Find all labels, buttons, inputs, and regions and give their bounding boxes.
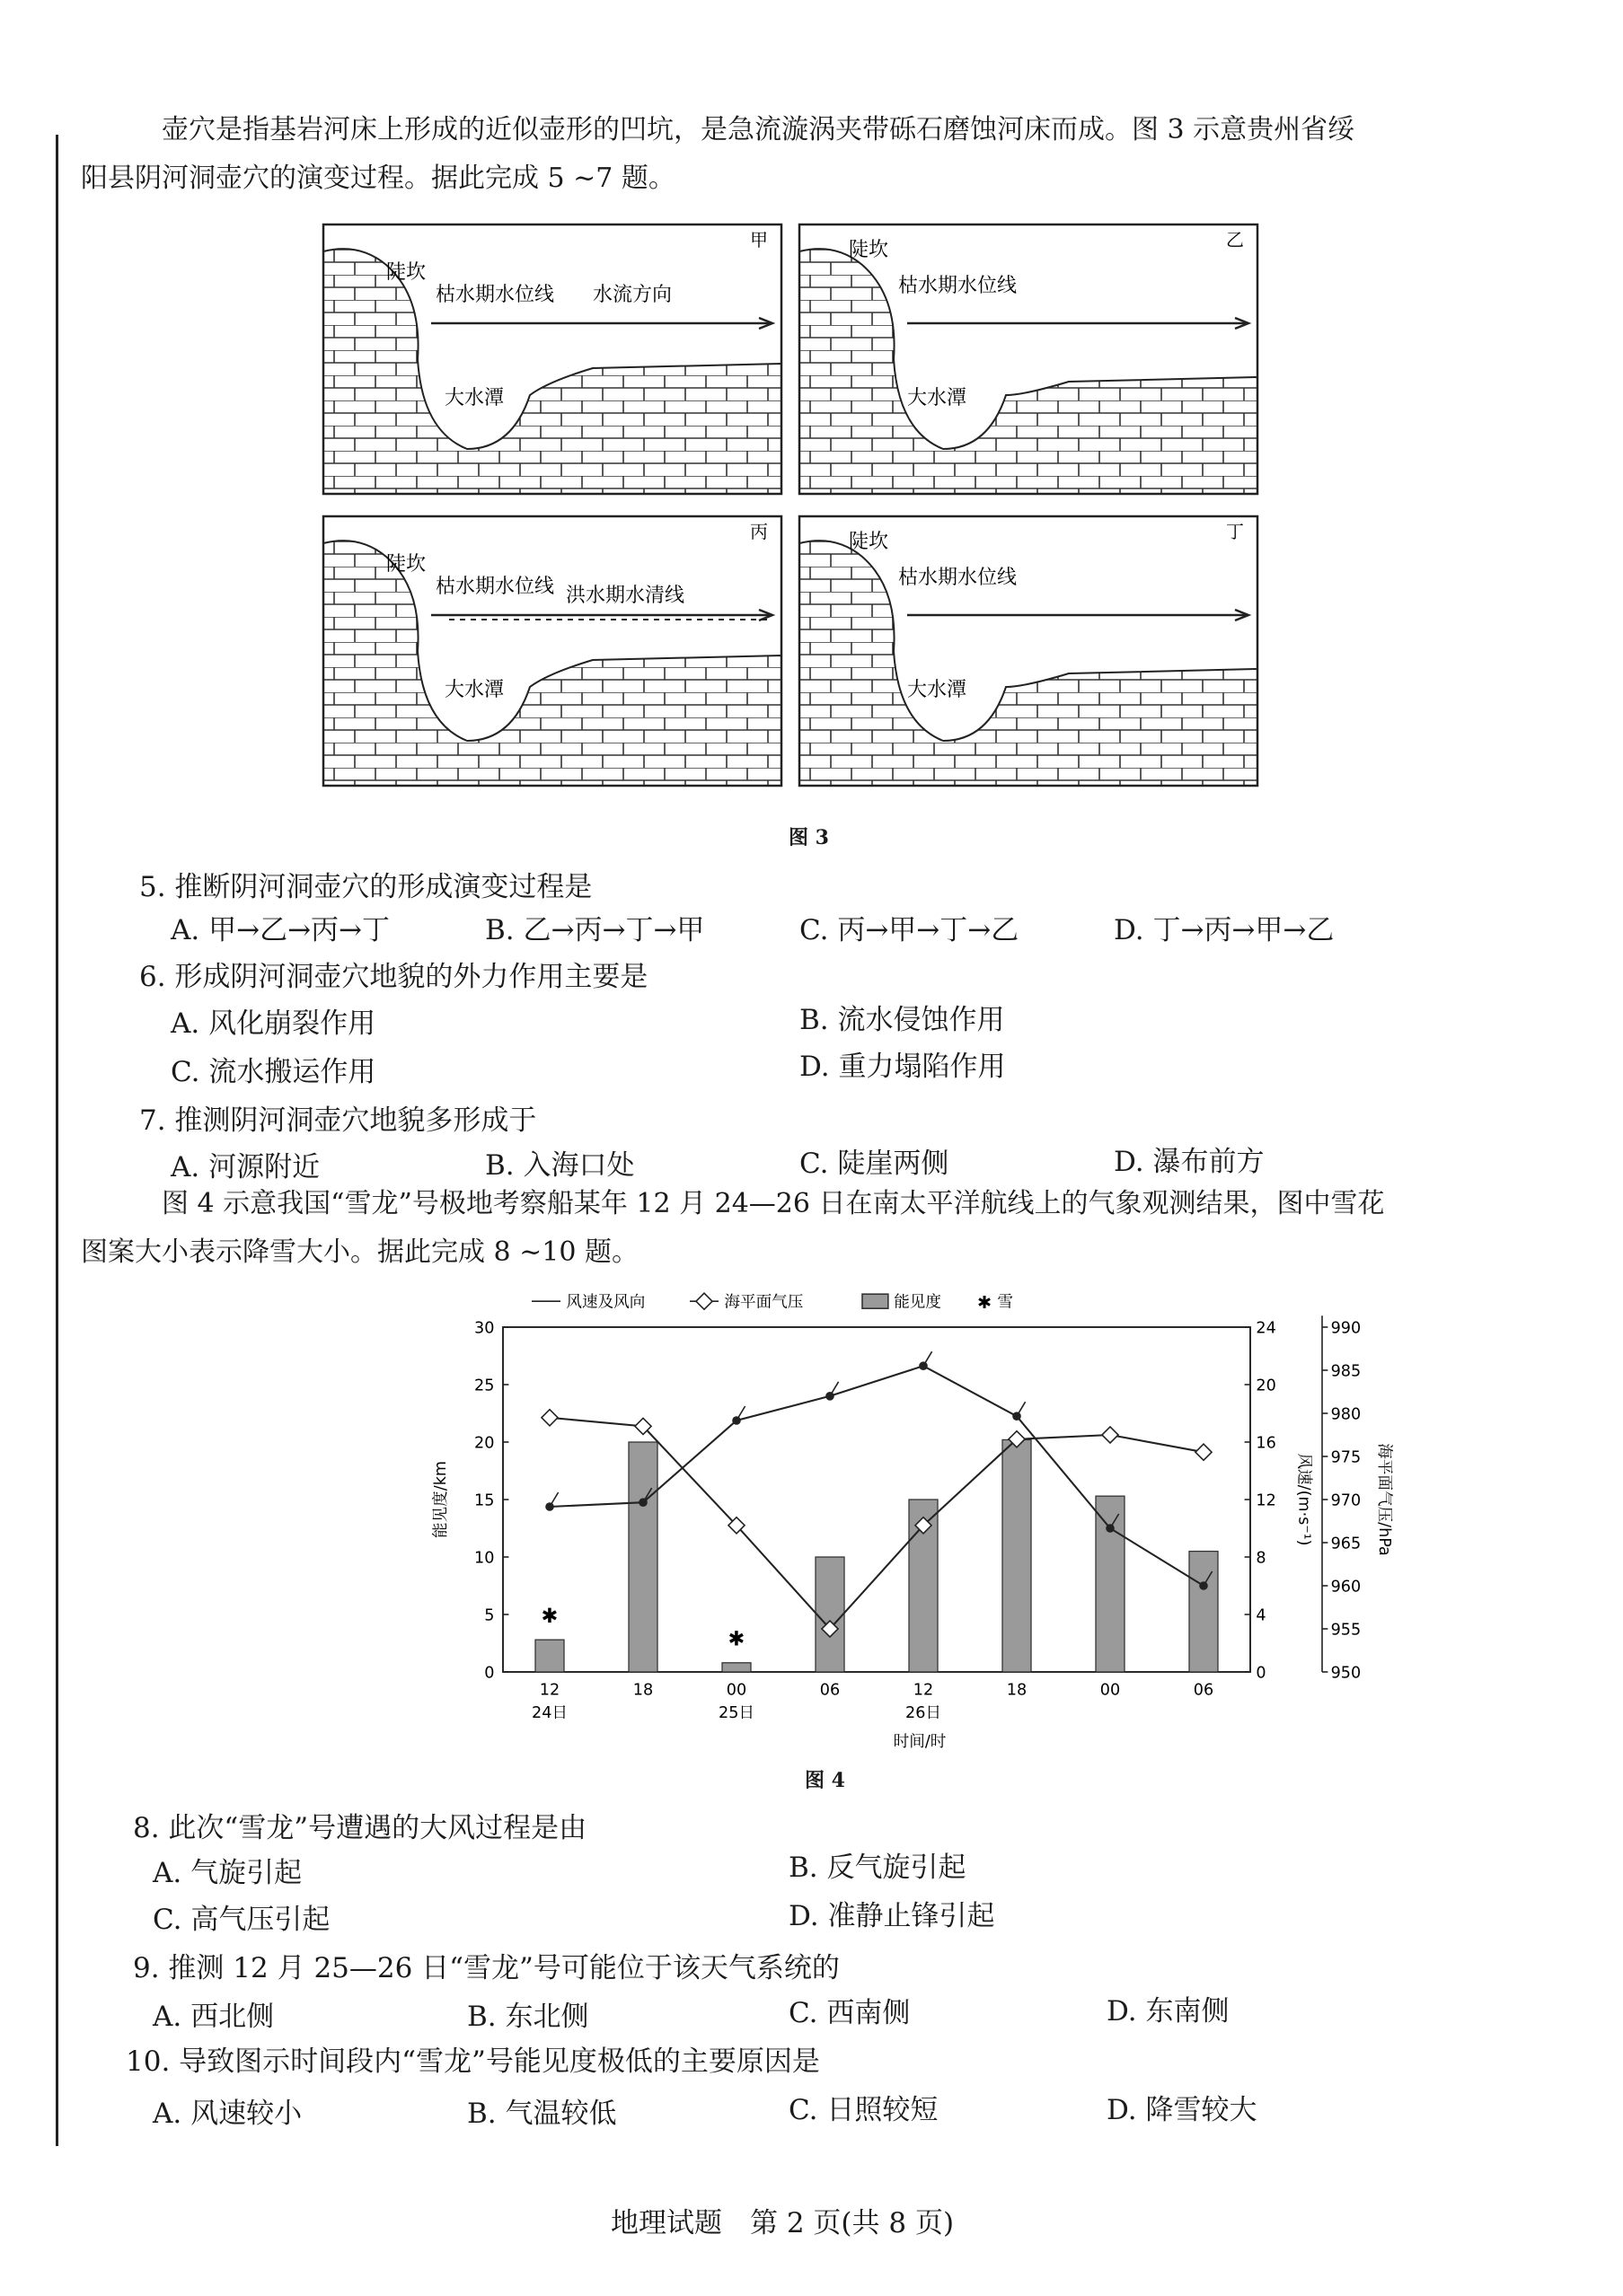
pressure-tick-label: 950 (1330, 1664, 1362, 1683)
legend-snow-label: 雪 (997, 1293, 1014, 1312)
question-9-option-b: B. 东北侧 (467, 2001, 589, 2033)
steep-bank-label: 陡坎 (849, 239, 889, 261)
question-5-option-d: D. 丁→丙→甲→乙 (1114, 914, 1335, 946)
wind-tick-label: 8 (1256, 1549, 1266, 1568)
question-5-option-a: A. 甲→乙→丙→丁 (171, 914, 391, 946)
intro-2-line-1: 图 4 示意我国“雪龙”号极地考察船某年 12 月 24—26 日在南太平洋航线上的气象观测结果，图中雪花 (162, 1188, 1385, 1219)
question-8-option-a: A. 气旋引起 (153, 1857, 303, 1889)
question-7-stem: 7. 推测阴河洞壶穴地貌多形成于 (139, 1104, 537, 1137)
legend-pressure-marker (696, 1293, 712, 1309)
water-level-label: 枯水期水位线 (436, 576, 555, 598)
wind-tick-label: 4 (1256, 1606, 1266, 1625)
pressure-point (1195, 1444, 1212, 1460)
pool-label: 大水潭 (907, 387, 967, 409)
figure-4-caption: 图 4 (805, 1769, 845, 1792)
question-10-option-d: D. 降雪较大 (1107, 2094, 1257, 2126)
x-tick-label: 18 (632, 1681, 654, 1700)
day-label: 24日 (532, 1704, 568, 1723)
y-tick-label: 30 (474, 1319, 495, 1338)
y-tick-label: 25 (474, 1377, 495, 1395)
visibility-bar (1096, 1496, 1125, 1672)
chart-legend (532, 1292, 1013, 1313)
wind-tick-label: 12 (1256, 1491, 1276, 1510)
visibility-bar (535, 1640, 564, 1672)
flow-direction-label: 水流方向 (593, 284, 673, 306)
intro-2-line-2: 图案大小表示降雪大小。据此完成 8 ~10 题。 (81, 1236, 639, 1268)
question-6-option-b: B. 流水侵蚀作用 (799, 1004, 1005, 1036)
legend-visibility-label: 能见度 (894, 1293, 941, 1312)
question-8-option-b: B. 反气旋引起 (789, 1852, 966, 1884)
wind-point (825, 1392, 834, 1401)
panel-label: 丙 (750, 521, 768, 542)
pool-label: 大水潭 (907, 679, 967, 701)
wind-direction-barb (550, 1492, 559, 1507)
figure-3-panel-2 (799, 224, 1257, 494)
intro-paragraph-2 (81, 1180, 1473, 1277)
visibility-bar (1189, 1552, 1218, 1672)
question-10-stem: 10. 导致图示时间段内“雪龙”号能见度极低的主要原因是 (126, 2045, 820, 2078)
chart-body (432, 1292, 1393, 1751)
question-7-option-d: D. 瀑布前方 (1114, 1146, 1265, 1178)
x-tick-label: 06 (1193, 1681, 1214, 1700)
pressure-point (1102, 1427, 1118, 1443)
steep-bank-label: 陡坎 (386, 261, 427, 284)
visibility-bar (816, 1557, 844, 1672)
question-9-option-c: C. 西南侧 (789, 1997, 911, 2029)
y-tick-label: 5 (484, 1606, 495, 1625)
visibility-bar (1002, 1439, 1031, 1672)
x-axis-label: 时间/时 (893, 1733, 947, 1752)
x-tick-label: 18 (1006, 1681, 1028, 1700)
visibility-bar (629, 1442, 657, 1672)
pool-label: 大水潭 (445, 387, 505, 409)
figure-3-panel-4 (799, 516, 1257, 786)
steep-bank-label: 陡坎 (386, 553, 427, 576)
panel-label: 丁 (1226, 521, 1244, 542)
page-footer: 地理试题 第 2 页(共 8 页) (611, 2207, 955, 2239)
question-5-option-c: C. 丙→甲→丁→乙 (799, 914, 1019, 946)
water-level-label: 枯水期水位线 (898, 567, 1018, 589)
pressure-tick-label: 980 (1330, 1405, 1362, 1424)
steep-bank-label: 陡坎 (849, 531, 889, 553)
question-7-option-a: A. 河源附近 (171, 1151, 321, 1183)
binding-margin-line (56, 135, 58, 2146)
wind-tick-label: 20 (1256, 1377, 1276, 1395)
snow-icon: ✱ (541, 1604, 559, 1628)
question-10-option-a: A. 风速较小 (153, 2098, 303, 2130)
legend-snow-icon: ✱ (977, 1292, 992, 1314)
intro-1-line-2: 阳县阴河洞壶穴的演变过程。据此完成 5 ~7 题。 (81, 163, 675, 194)
wind-axis-label: 风速/(m·s⁻¹) (1294, 1453, 1313, 1546)
pressure-tick-label: 970 (1330, 1491, 1362, 1510)
x-tick-label: 00 (1099, 1681, 1121, 1700)
pressure-axis-label: 海平面气压/hPa (1375, 1443, 1393, 1556)
legend-pressure-label: 海平面气压 (724, 1293, 804, 1312)
y-tick-label: 15 (474, 1491, 495, 1510)
y-axis-label: 能见度/km (432, 1460, 450, 1539)
pressure-tick-label: 955 (1330, 1621, 1362, 1640)
question-5-stem: 5. 推断阴河洞壶穴的形成演变过程是 (139, 871, 593, 903)
pressure-tick-label: 990 (1330, 1319, 1362, 1338)
question-6-option-c: C. 流水搬运作用 (171, 1056, 376, 1088)
intro-1-line-1: 壶穴是指基岩河床上形成的近似壶形的凹坑，是急流漩涡夹带砾石磨蚀河床而成。图 3 示意贵州省绥 (162, 114, 1355, 145)
question-6-option-d: D. 重力塌陷作用 (799, 1051, 1006, 1083)
day-label: 25日 (719, 1704, 754, 1723)
x-tick-label: 00 (726, 1681, 747, 1700)
plot-frame (503, 1327, 1250, 1672)
panel-label: 乙 (1226, 229, 1244, 251)
water-level-label: 枯水期水位线 (436, 284, 555, 306)
panel-label: 甲 (750, 229, 768, 251)
figure-4-weather-chart (359, 1284, 1393, 1752)
figure-3-caption: 图 3 (789, 826, 829, 849)
question-8-stem: 8. 此次“雪龙”号遭遇的大风过程是由 (133, 1812, 587, 1844)
wind-tick-label: 0 (1256, 1664, 1266, 1683)
question-7-option-b: B. 入海口处 (485, 1149, 635, 1182)
pressure-tick-label: 965 (1330, 1535, 1362, 1553)
pressure-point (542, 1410, 558, 1426)
question-6-stem: 6. 形成阴河洞壶穴地貌的外力作用主要是 (139, 961, 648, 993)
x-tick-label: 12 (913, 1681, 934, 1700)
visibility-bar (722, 1663, 751, 1672)
flood-level-label: 洪水期水清线 (566, 585, 685, 607)
day-label: 26日 (905, 1704, 941, 1723)
question-9-option-d: D. 东南侧 (1107, 1995, 1230, 2028)
wind-direction-barb (1017, 1402, 1026, 1416)
y-tick-label: 0 (484, 1664, 495, 1683)
question-10-option-c: C. 日照较短 (789, 2094, 939, 2126)
pressure-tick-label: 975 (1330, 1448, 1362, 1467)
wind-direction-barb (923, 1351, 932, 1366)
question-9-option-a: A. 西北侧 (153, 2001, 275, 2033)
snow-icon: ✱ (728, 1627, 745, 1651)
question-5-option-b: B. 乙→丙→丁→甲 (485, 914, 705, 946)
pressure-tick-label: 960 (1330, 1578, 1362, 1597)
wind-tick-label: 16 (1256, 1434, 1276, 1453)
x-tick-label: 06 (819, 1681, 841, 1700)
bedrock (799, 541, 1257, 786)
figure-3-panel-1 (323, 224, 781, 494)
legend-visibility-swatch (862, 1294, 888, 1308)
intro-paragraph-1 (81, 106, 1473, 203)
bedrock (799, 249, 1257, 494)
figure-3-pothole-evolution (323, 224, 1266, 808)
y-tick-label: 10 (474, 1549, 495, 1568)
legend-wind-label: 风速及风向 (566, 1293, 646, 1312)
pressure-tick-label: 985 (1330, 1362, 1362, 1381)
question-10-option-b: B. 气温较低 (467, 2098, 617, 2130)
question-8-option-c: C. 高气压引起 (153, 1904, 331, 1936)
question-6-option-a: A. 风化崩裂作用 (171, 1007, 376, 1040)
pool-label: 大水潭 (445, 679, 505, 701)
wind-tick-label: 24 (1256, 1319, 1276, 1338)
y-tick-label: 20 (474, 1434, 495, 1453)
question-7-option-c: C. 陡崖两侧 (799, 1148, 949, 1180)
question-8-option-d: D. 准静止锋引起 (789, 1900, 995, 1932)
x-tick-label: 12 (539, 1681, 560, 1700)
figure-3-panel-3 (323, 516, 781, 786)
water-level-label: 枯水期水位线 (898, 275, 1018, 297)
question-9-stem: 9. 推测 12 月 25—26 日“雪龙”号可能位于该天气系统的 (133, 1952, 840, 1984)
